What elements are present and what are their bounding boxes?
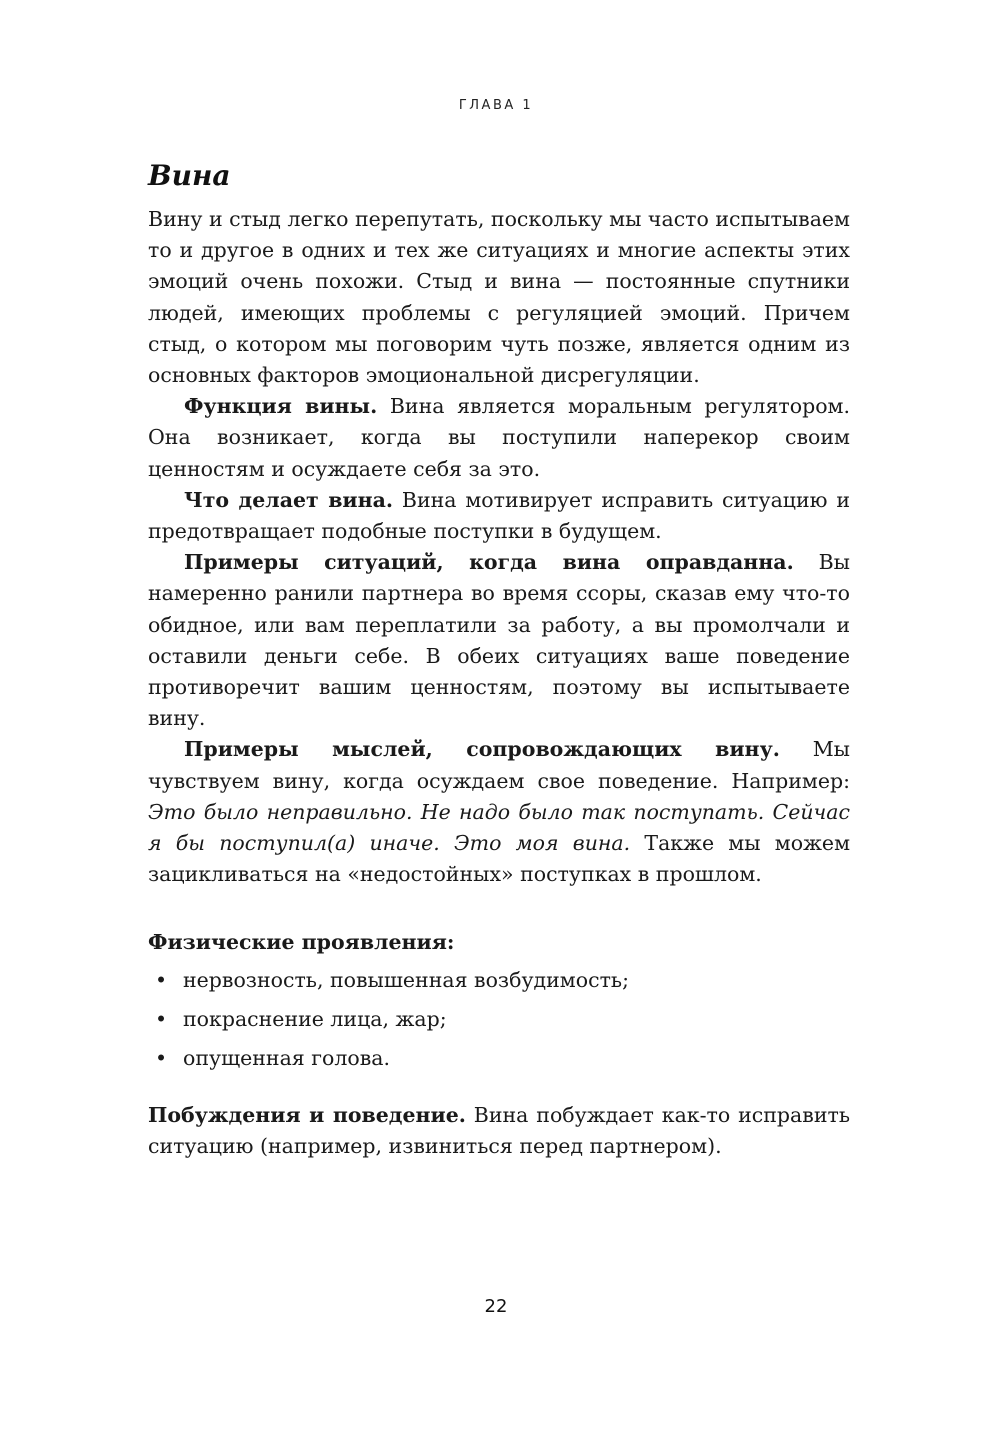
function-label: Функция вины. <box>184 394 378 419</box>
list-item-text: нервозность, повышенная возбудимость; <box>183 967 629 992</box>
what-it-does-text: Вина мотивирует исправить ситуацию и предотвращает подобные поступки в будущем. <box>148 487 850 544</box>
examples-paragraph <box>148 547 850 734</box>
page-number: 22 <box>484 1296 508 1317</box>
function-text: Вина является моральным регулятором. Она возникает, когда вы поступили наперекор своим ценностям и осуждаете себя за это. <box>148 394 850 481</box>
what-it-does-paragraph <box>148 485 850 547</box>
physical-list <box>148 965 850 1075</box>
list-item-text: покраснение лица, жар; <box>183 1006 447 1031</box>
list-item <box>148 965 850 996</box>
list-item-text: опущенная голова. <box>183 1046 390 1071</box>
examples-text: Вы намеренно ранили партнера во время ссоры, сказав ему что-то обидное, или вам переплатили за работу, а вы промолчали и оставили деньги себе. В обеих ситуациях ваше поведение противоречит вашим ценностям, поэтому вы испытываете вину. <box>148 550 850 731</box>
what-it-does-label: Что делает вина. <box>184 487 394 512</box>
running-head: ГЛАВА 1 <box>458 98 534 113</box>
function-paragraph <box>148 391 850 485</box>
examples-label: Примеры ситуаций, когда вина оправданна. <box>184 550 794 575</box>
body-text <box>148 204 850 1163</box>
thoughts-text-after: Также мы можем зацикливаться на «недостойных» поступках в прошлом. <box>148 831 851 887</box>
list-item <box>148 1004 850 1035</box>
section-heading: Вина <box>148 159 231 192</box>
bullet-icon: • <box>155 1006 168 1031</box>
intro-paragraph: Вину и стыд легко перепутать, поскольку мы часто испытываем то и другое в одних и тех же ситуациях и многие аспекты этих эмоций очень похожи. Стыд и вина — постоянные спутники людей, имеющих проблемы с регуляцией эмоций. Причем стыд, о котором мы поговорим чуть позже, является одним из основных факторов эмоциональной дисрегуляции. <box>148 207 850 388</box>
bullet-icon: • <box>155 967 168 992</box>
thoughts-paragraph <box>148 734 850 890</box>
physical-heading: Физические проявления: <box>148 930 455 955</box>
urges-paragraph <box>148 1100 850 1162</box>
thoughts-italic: Это было неправильно. Не надо было так поступать. Сейчас я бы поступил(а) иначе. Это моя вина. <box>148 799 850 856</box>
thoughts-label: Примеры мыслей, сопровождающих вину. <box>184 737 780 762</box>
urges-text: Вина побуждает как-то исправить ситуацию (например, извиниться перед партнером). <box>148 1103 850 1159</box>
list-item <box>148 1043 850 1074</box>
bullet-icon: • <box>155 1046 168 1071</box>
thoughts-text: Мы чувствуем вину, когда осуждаем свое поведение. Например: <box>148 737 850 793</box>
urges-label: Побуждения и поведение. <box>148 1103 466 1128</box>
